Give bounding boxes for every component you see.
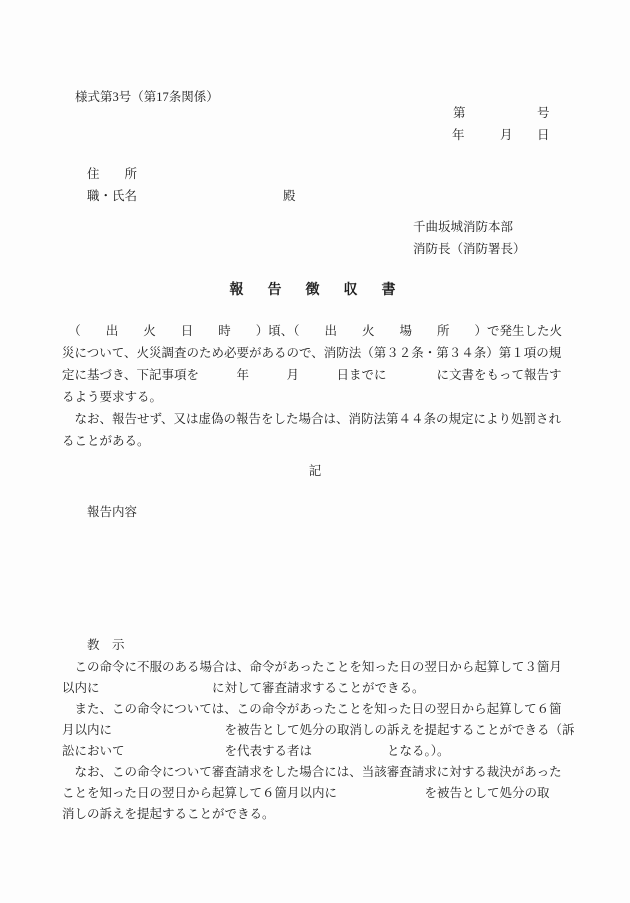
teaching-line: 訟において を代表する者は となる。）。	[62, 744, 450, 758]
issuer-title: 消防長（消防署長）	[413, 242, 526, 256]
body-paragraph-line: 災について、火災調査のため必要があるので、消防法（第３２条・第３４条）第１項の規	[62, 346, 562, 360]
document-title: 報 告 徴 収 書	[229, 283, 401, 298]
recipient-address-label: 住 所	[87, 167, 138, 181]
body-paragraph-line: （ 出 火 日 時 ）頃、（ 出 火 場 所 ）で発生した火	[62, 324, 563, 338]
body-paragraph-line: なお、報告せず、又は虚偽の報告をした場合は、消防法第４４条の規定により処罰され	[62, 412, 562, 426]
date-day-label: 日	[537, 128, 550, 142]
teaching-line: 月以内に を被告として処分の取消しの訴えを提起することができる（訴	[62, 723, 575, 737]
body-paragraph-line: ることがある。	[62, 434, 150, 448]
report-content-label: 報告内容	[87, 505, 138, 519]
date-month-label: 月	[500, 128, 513, 142]
doc-number-suffix-label: 号	[537, 106, 550, 120]
teaching-line: 消しの訴えを提起することができる。	[62, 807, 275, 821]
teaching-line: ことを知った日の翌日から起算して６箇月以内に を被告として処分の取	[62, 786, 550, 800]
teaching-line: この命令に不服のある場合は、命令があったことを知った日の翌日から起算して３箇月	[62, 660, 562, 674]
teaching-line: 以内に に対して審査請求することができる。	[62, 681, 425, 695]
issuer-organization: 千曲坂城消防本部	[413, 220, 514, 234]
form-number-label: 様式第3号（第17条関係）	[75, 90, 219, 104]
recipient-name-label: 職・氏名	[87, 189, 138, 203]
teaching-heading: 教 示	[87, 638, 125, 652]
doc-number-prefix-label: 第	[453, 106, 466, 120]
body-paragraph-line: るよう要求する。	[62, 390, 163, 404]
teaching-line: また、この命令については、この命令があったことを知った日の翌日から起算して６箇	[62, 702, 562, 716]
date-year-label: 年	[452, 128, 465, 142]
body-paragraph-line: 定に基づき、下記事項を 年 月 日までに に文書をもって報告す	[62, 368, 562, 382]
teaching-line: なお、この命令について審査請求をした場合には、当該審査請求に対する裁決があった	[62, 765, 562, 779]
recipient-honorific-label: 殿	[283, 189, 296, 203]
ki-marker: 記	[308, 464, 322, 478]
